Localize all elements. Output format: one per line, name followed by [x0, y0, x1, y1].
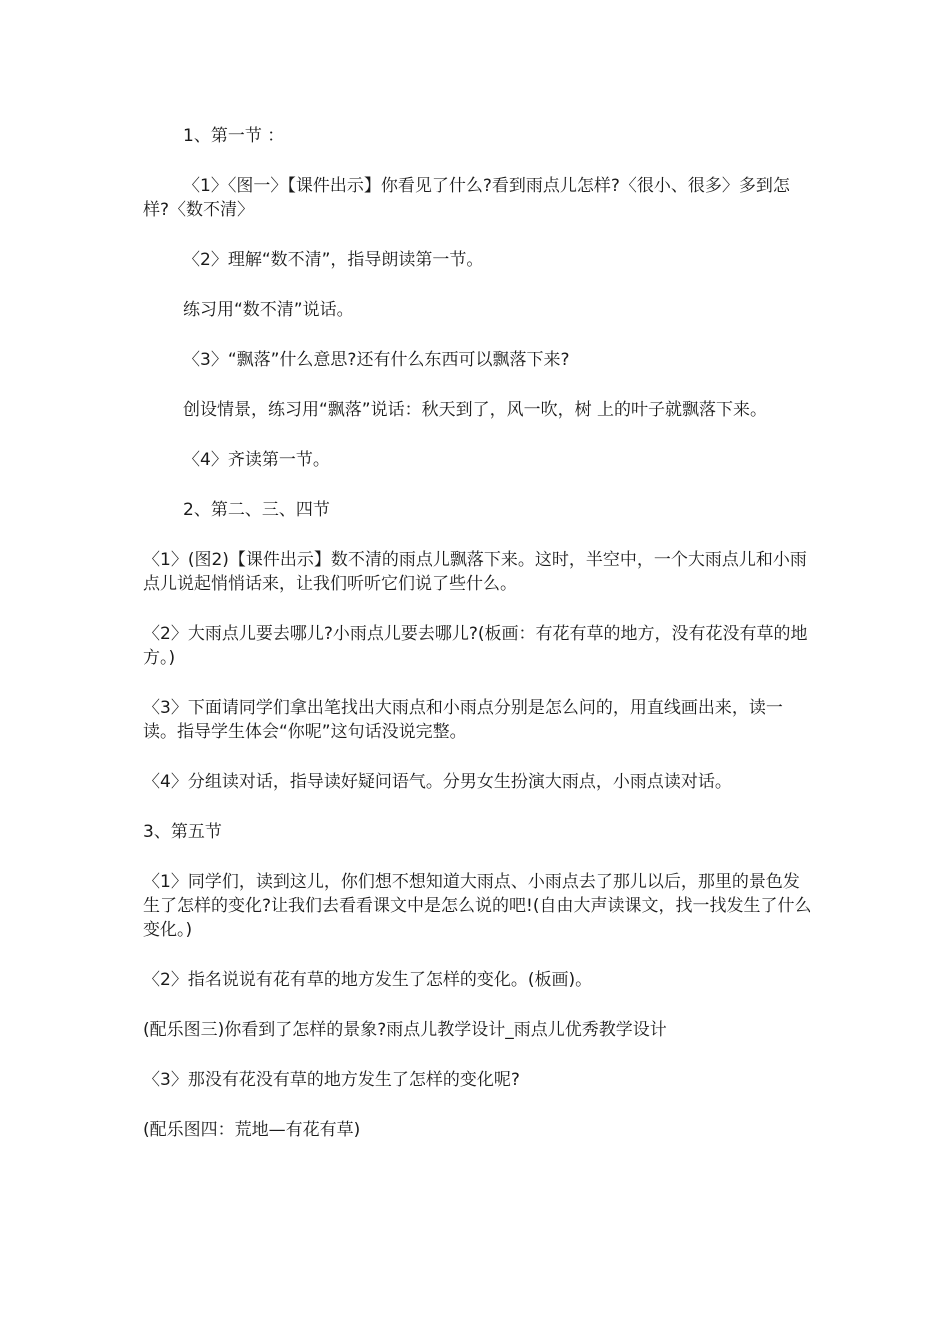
paragraph: 〈1〉(图2)【课件出示】数不清的雨点儿飘落下来。这时，半空中，一个大雨点儿和小雨点儿说起悄悄话来，让我们听听它们说了些什么。 — [143, 550, 807, 594]
paragraph: 创设情景，练习用“飘落”说话：秋天到了，风一吹，树 上的叶子就飘落下来。 — [183, 400, 768, 420]
paragraph: (配乐图四：荒地—有花有草) — [143, 1120, 361, 1140]
paragraph: 〈1〉〈图一〉【课件出示】你看见了什么?看到雨点儿怎样?〈很小、很多〉多到怎样?〈数不清〉 — [143, 176, 790, 220]
paragraph: 〈2〉理解“数不清”，指导朗读第一节。 — [183, 250, 484, 270]
paragraph: 〈2〉大雨点儿要去哪儿?小雨点儿要去哪儿?(板画：有花有草的地方，没有花没有草的地方。) — [143, 624, 808, 668]
paragraph: (配乐图三)你看到了怎样的景象?雨点儿教学设计_雨点儿优秀教学设计 — [143, 1020, 667, 1040]
document-body — [143, 124, 813, 1168]
paragraph: 〈4〉分组读对话，指导读好疑问语气。分男女生扮演大雨点，小雨点读对话。 — [143, 772, 732, 792]
section-heading-2: 2、第二、三、四节 — [183, 500, 330, 520]
paragraph: 〈3〉“飘落”什么意思?还有什么东西可以飘落下来? — [183, 350, 570, 370]
paragraph: 〈2〉指名说说有花有草的地方发生了怎样的变化。(板画)。 — [143, 970, 593, 990]
section-heading-1: 1、第一节 ： — [183, 126, 285, 146]
paragraph: 〈3〉那没有花没有草的地方发生了怎样的变化呢? — [143, 1070, 520, 1090]
paragraph: 〈3〉下面请同学们拿出笔找出大雨点和小雨点分别是怎么问的，用直线画出来，读一读。指导学生体会“你呢”这句话没说完整。 — [143, 698, 783, 742]
paragraph: 练习用“数不清”说话。 — [183, 300, 354, 320]
paragraph: 〈1〉同学们，读到这儿，你们想不想知道大雨点、小雨点去了那儿以后，那里的景色发生了怎样的变化?让我们去看看课文中是怎么说的吧!(自由大声读课文，找一找发生了什么变化。) — [143, 872, 812, 940]
section-heading-3: 3、第五节 — [143, 822, 222, 842]
paragraph: 〈4〉齐读第一节。 — [183, 450, 330, 470]
